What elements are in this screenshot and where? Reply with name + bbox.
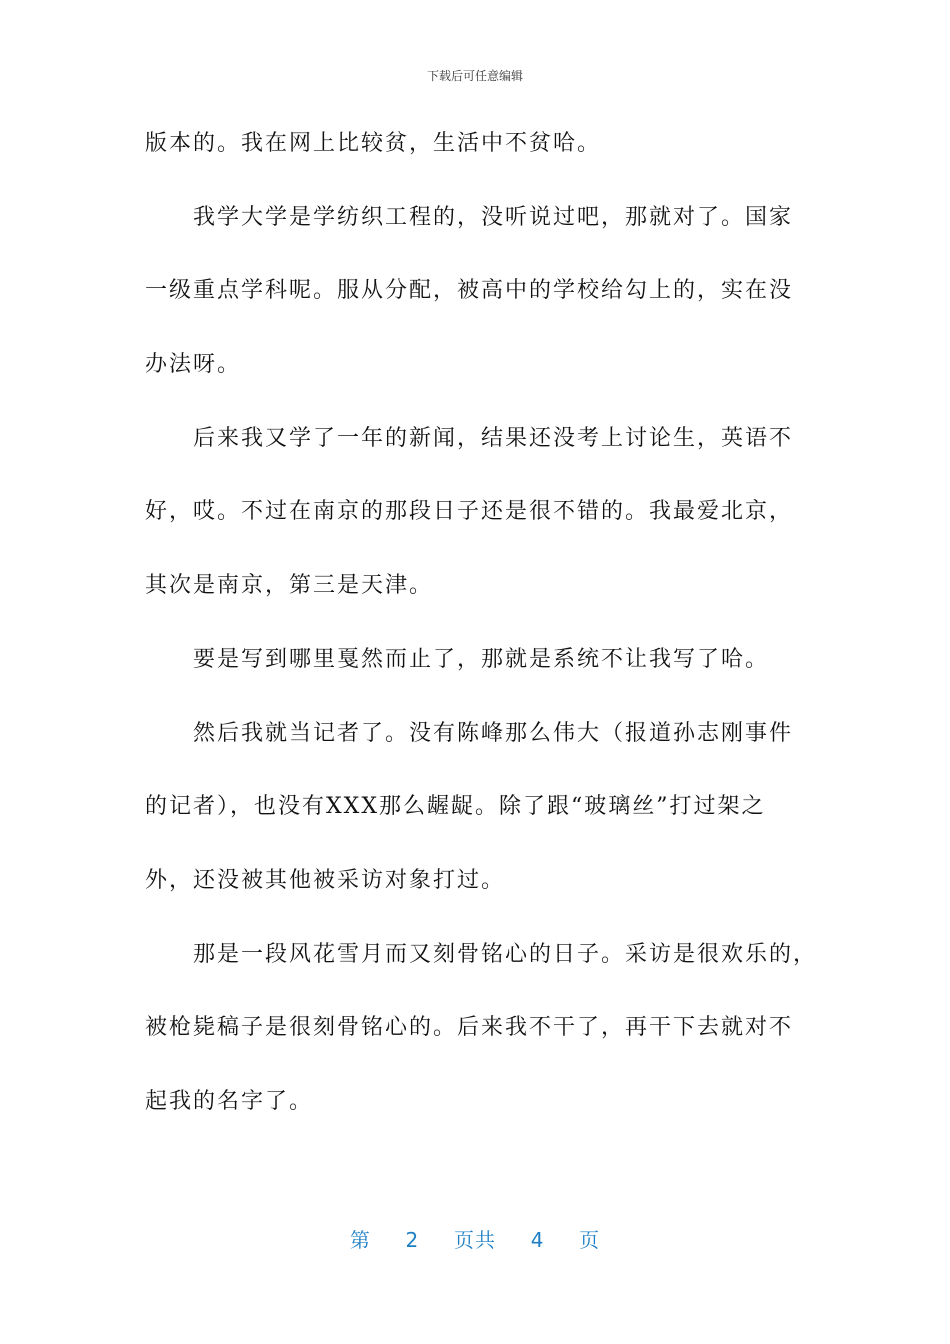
text-line: 的记者），也没有XXX那么龌龊。除了跟“玻璃丝”打过架之: [145, 794, 766, 820]
page-header-note: 下载后可任意编辑: [426, 69, 523, 83]
document-body: [145, 120, 818, 1152]
text-line: 被枪毙稿子是很刻骨铭心的。后来我不干了，再干下去就对不: [145, 1015, 794, 1041]
text-line: 版本的。我在网上比较贫，生活中不贫哈。: [145, 131, 602, 156]
text-line: 要是写到哪里戛然而止了，那就是系统不让我写了哈。: [193, 646, 770, 672]
text-line: 其次是南京，第三是天津。: [145, 573, 434, 599]
page-number-footer: [0, 1224, 950, 1253]
text-line: 好，哎。不过在南京的那段日子还是很不错的。我最爱北京，: [145, 499, 794, 525]
text-line: 办法呀。: [145, 352, 242, 378]
text-line: 外，还没被其他被采访对象打过。: [145, 867, 506, 893]
current-page-number: 2: [405, 1228, 420, 1252]
footer-suffix: 页: [579, 1228, 601, 1252]
text-line: 起我的名字了。: [145, 1088, 314, 1114]
text-line: 我学大学是学纺织工程的，没听说过吧，那就对了。国家: [193, 204, 794, 230]
text-line: 然后我就当记者了。没有陈峰那么伟大（报道孙志刚事件: [193, 720, 794, 746]
footer-middle: 页共: [454, 1228, 496, 1252]
text-line: 一级重点学科呢。服从分配，被高中的学校给勾上的，实在没: [145, 278, 794, 304]
total-page-number: 4: [530, 1228, 545, 1252]
footer-prefix: 第: [349, 1228, 371, 1252]
text-line: 后来我又学了一年的新闻，结果还没考上讨论生，英语不: [193, 425, 794, 451]
text-line: 那是一段风花雪月而又刻骨铭心的日子。采访是很欢乐的，: [193, 941, 818, 967]
